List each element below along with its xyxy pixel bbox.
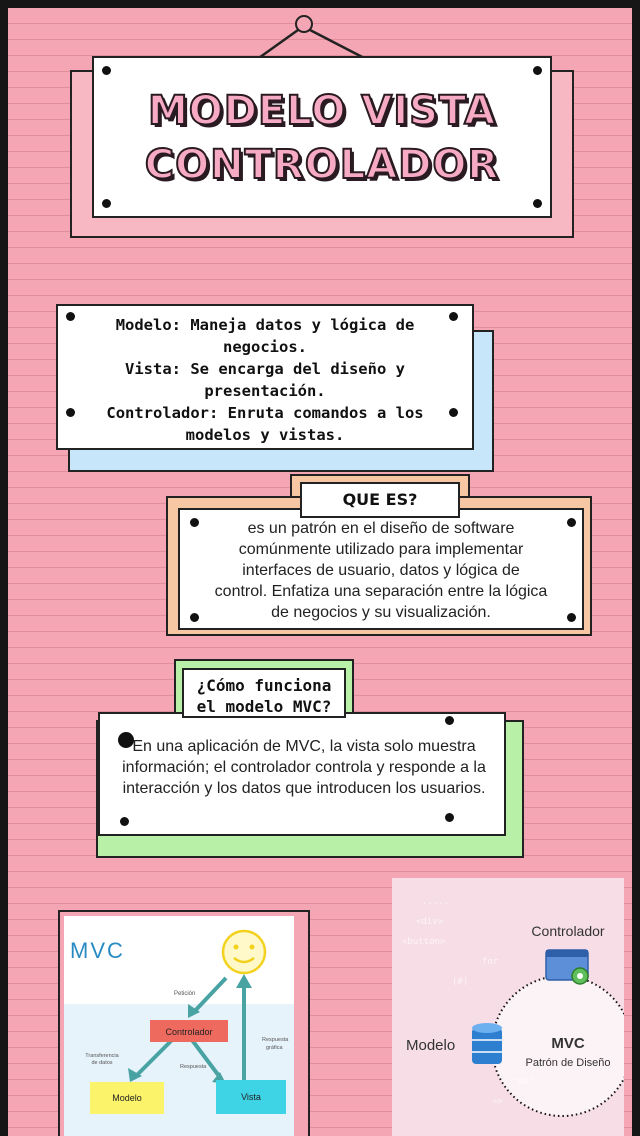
title-card xyxy=(92,56,552,218)
pin xyxy=(102,66,111,75)
pin xyxy=(533,199,542,208)
pin xyxy=(190,518,199,527)
title-line-2: CONTROLADOR xyxy=(144,142,500,188)
page-title xyxy=(94,84,550,192)
label-respuesta: Respuesta xyxy=(180,1064,207,1070)
smiley-icon xyxy=(223,931,265,973)
label-controlador: Controlador xyxy=(531,923,605,939)
pin xyxy=(567,518,576,527)
label-respuesta-grafica-1: Respuesta xyxy=(262,1037,289,1043)
definition-vista: Vista: Se encarga del diseño y presentación. xyxy=(125,360,405,400)
como-funciona-heading-line-1: ¿Cómo funciona xyxy=(196,676,332,695)
svg-text:.....: ..... xyxy=(422,897,450,907)
pin xyxy=(66,408,75,417)
box-modelo: Modelo xyxy=(112,1093,142,1103)
pin xyxy=(445,716,454,725)
pin xyxy=(120,817,129,826)
browser-icon xyxy=(546,950,588,984)
definitions-text xyxy=(76,314,454,446)
center-title: MVC xyxy=(551,1035,585,1052)
mvc-pattern-diagram xyxy=(392,878,624,1136)
pin xyxy=(533,66,542,75)
svg-text:for: for xyxy=(482,957,499,967)
pin xyxy=(445,813,454,822)
como-funciona-body: En una aplicación de MVC, la vista solo muestra información; el controlador controla y responde a la interacción y los datos que introducen los usuarios. xyxy=(122,738,486,797)
label-peticion: Petición xyxy=(174,991,196,997)
label-modelo: Modelo xyxy=(406,1037,456,1054)
svg-text:<button>: <button> xyxy=(402,937,446,947)
label-respuesta-grafica-2: gráfica xyxy=(266,1045,283,1051)
mvc-flow-diagram xyxy=(64,916,294,1136)
que-es-heading: QUE ES? xyxy=(342,490,418,509)
box-controlador: Controlador xyxy=(165,1027,213,1037)
svg-text:(#): (#) xyxy=(452,977,469,987)
pin xyxy=(102,199,111,208)
que-es-body: es un patrón en el diseño de software comúnmente utilizado para implementar interfaces de usuario, datos y lógica de control. Enfatiza una separación entre la lógica de negocios y su visualización. xyxy=(214,520,548,621)
como-funciona-heading-box xyxy=(182,668,346,718)
que-es-heading-box xyxy=(300,482,460,518)
como-funciona-heading xyxy=(184,675,344,717)
database-icon xyxy=(472,1023,502,1064)
definitions-card xyxy=(56,304,474,450)
box-vista: Vista xyxy=(241,1092,261,1102)
infographic-board xyxy=(8,8,632,1136)
svg-text:<div>: <div> xyxy=(416,917,444,927)
center-subtitle: Patrón de Diseño xyxy=(525,1057,611,1069)
como-funciona-card xyxy=(98,712,506,836)
que-es-card xyxy=(178,508,584,630)
como-funciona-heading-line-2: el modelo MVC? xyxy=(196,697,332,716)
definition-modelo: Modelo: Maneja datos y lógica de negocios. xyxy=(115,316,415,356)
pin xyxy=(66,312,75,321)
label-transferencia-2: de datos xyxy=(91,1060,113,1066)
pin xyxy=(567,613,576,622)
label-transferencia-1: Transferencia xyxy=(85,1053,119,1059)
pin xyxy=(190,613,199,622)
title-line-1: MODELO VISTA xyxy=(147,88,497,134)
definition-controlador: Controlador: Enruta comandos a los modelos y vistas. xyxy=(106,404,424,444)
mvc-logo: MVC xyxy=(70,938,125,963)
svg-text:=>: => xyxy=(492,1097,503,1107)
